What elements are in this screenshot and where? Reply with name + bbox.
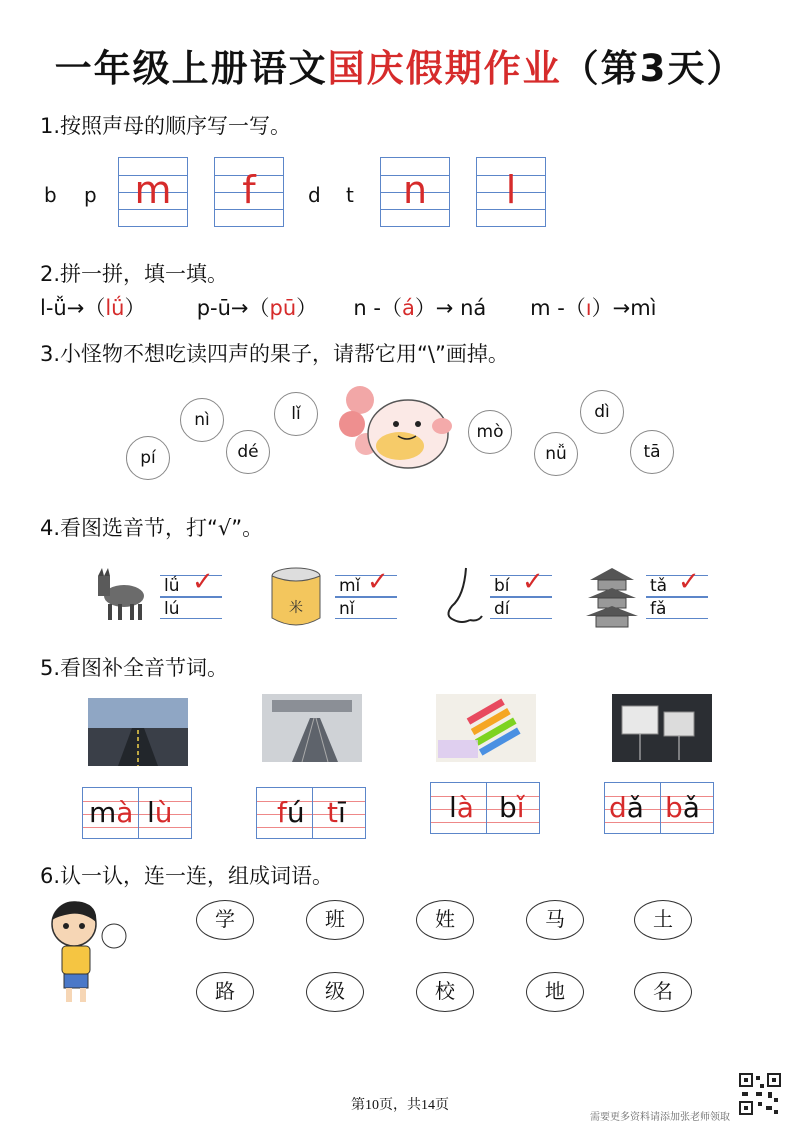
q5-syllable: fú [277, 796, 305, 829]
q4-option-grid [490, 567, 552, 619]
q1-answer: l [505, 168, 517, 212]
q6-prompt: 6.认一认，连一连，组成词语。 [40, 864, 334, 888]
page-number: 第10页，共14页 [351, 1098, 449, 1113]
qr-code-icon [738, 1072, 782, 1116]
q4-option-grid [335, 567, 397, 619]
q6-character[interactable]: 级 [306, 972, 364, 1012]
q4-option[interactable]: fǎ [650, 599, 667, 619]
escalator-photo [262, 694, 362, 762]
q6-character[interactable]: 班 [306, 900, 364, 940]
rice-jar-icon [268, 566, 324, 628]
page-title [0, 38, 800, 92]
footnote: 需要更多资料请添加张老师领取 [590, 1112, 730, 1123]
q2-row [40, 292, 657, 322]
q1-letter: d [308, 183, 321, 207]
q1-answer: n [402, 168, 428, 212]
q1-letter: t [346, 183, 354, 207]
check-mark-icon: ✓ [367, 567, 389, 597]
check-mark-icon: ✓ [192, 567, 214, 597]
q6-character[interactable]: 路 [196, 972, 254, 1012]
fruit-bubble[interactable]: dì [580, 390, 624, 434]
q6-character[interactable]: 马 [526, 900, 584, 940]
q5-pinyin-box[interactable] [430, 782, 540, 834]
q1-answer-box[interactable] [380, 157, 450, 227]
q2-answer[interactable]: lǘ [105, 296, 125, 320]
q4-option[interactable]: lǘ [164, 576, 180, 596]
q4-option[interactable]: mǐ [339, 576, 361, 596]
title-red: 国庆假期作业 [327, 47, 562, 90]
q2-prompt: 2.拼一拼，填一填。 [40, 262, 229, 286]
q1-prompt: 1.按照声母的顺序写一写。 [40, 114, 292, 138]
billboard-photo [612, 694, 712, 762]
q1-answer: m [134, 168, 172, 212]
q4-option[interactable]: dí [494, 599, 510, 619]
q6-character[interactable]: 姓 [416, 900, 474, 940]
pagoda-icon [584, 566, 640, 628]
q2-answer[interactable]: ı [585, 296, 592, 320]
q5-syllable: bǐ [499, 791, 525, 824]
q2-item: l-ǚ→（lǘ） [40, 296, 146, 320]
check-mark-icon: ✓ [678, 567, 700, 597]
q6-character[interactable]: 学 [196, 900, 254, 940]
q2-answer[interactable]: pū [269, 296, 297, 320]
q5-pinyin-box[interactable] [604, 782, 714, 834]
q5-syllable: lù [147, 796, 173, 829]
q5-syllable: mà [89, 796, 134, 829]
q6-character[interactable]: 校 [416, 972, 474, 1012]
q4-option[interactable]: lú [164, 599, 180, 619]
q5-pinyin-box[interactable] [256, 787, 366, 839]
q1-answer: f [242, 168, 256, 212]
q6-character[interactable]: 名 [634, 972, 692, 1012]
q5-prompt: 5.看图补全音节词。 [40, 656, 229, 680]
q6-character[interactable]: 土 [634, 900, 692, 940]
q2-item: n -（á）→ ná [353, 296, 487, 320]
boy-icon [40, 896, 132, 1008]
nose-icon [440, 566, 486, 628]
q1-answer-box[interactable] [118, 157, 188, 227]
q4-option[interactable]: bí [494, 576, 510, 596]
q1-answer-box[interactable] [214, 157, 284, 227]
title-black: 一年级上册语文 [54, 47, 328, 90]
rice-label: 米 [289, 600, 303, 616]
q5-syllable: bǎ [665, 791, 700, 824]
q5-syllable: là [449, 791, 474, 824]
fruit-bubble[interactable]: dé [226, 430, 270, 474]
q1-letter: p [84, 183, 97, 207]
q3-prompt: 3.小怪物不想吃读四声的果子，请帮它用“\”画掉。 [40, 342, 509, 366]
title-suffix: （第3天） [561, 47, 746, 90]
monster-icon [330, 378, 460, 478]
fruit-bubble[interactable]: nì [180, 398, 224, 442]
q1-answer-box[interactable] [476, 157, 546, 227]
q4-option-grid [160, 567, 222, 619]
q2-item: p-ū→（pū） [196, 296, 318, 320]
q6-character[interactable]: 地 [526, 972, 584, 1012]
q4-option-grid [646, 567, 708, 619]
fruit-bubble[interactable]: pí [126, 436, 170, 480]
fruit-bubble[interactable]: mò [468, 410, 512, 454]
fruit-bubble[interactable]: nǚ [534, 432, 578, 476]
q5-syllable: tī [327, 796, 346, 829]
q5-pinyin-box[interactable] [82, 787, 192, 839]
q2-answer[interactable]: á [401, 296, 415, 320]
q1-letter: b [44, 183, 57, 207]
donkey-icon [90, 568, 152, 624]
q4-prompt: 4.看图选音节，打“√”。 [40, 516, 264, 540]
fruit-bubble[interactable]: lǐ [274, 392, 318, 436]
fruit-bubble[interactable]: tā [630, 430, 674, 474]
q4-option[interactable]: nǐ [339, 599, 355, 619]
q4-option[interactable]: tǎ [650, 576, 668, 596]
check-mark-icon: ✓ [522, 567, 544, 597]
road-photo [88, 698, 188, 766]
crayons-photo [436, 694, 536, 762]
q2-item: m -（ı）→mì [530, 296, 657, 320]
q5-syllable: dǎ [609, 791, 644, 824]
